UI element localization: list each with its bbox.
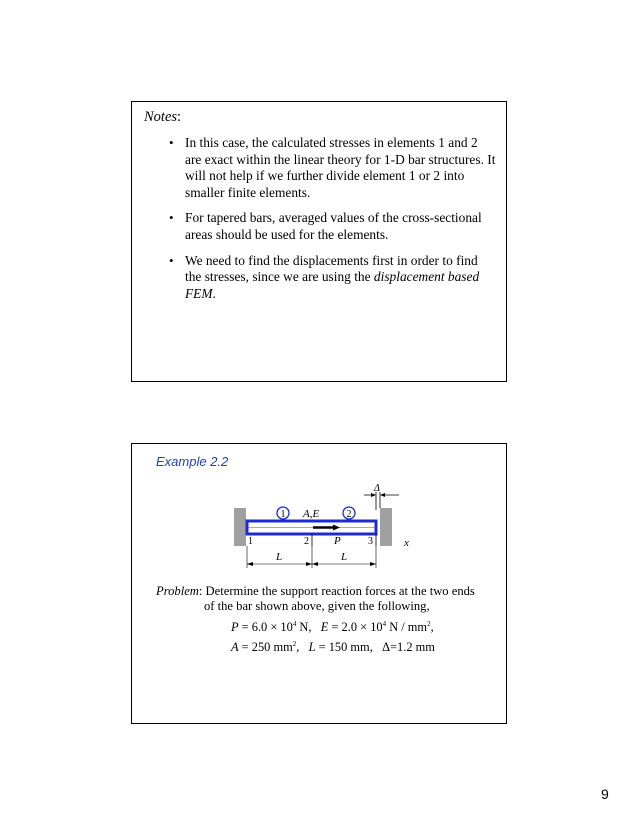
notes-slide (131, 101, 507, 382)
bullet-text: We need to find the displacements first in order to find the stresses, since we are using the (185, 252, 478, 285)
e-exponent: 4 (382, 620, 387, 628)
problem-label: Problem (156, 584, 199, 598)
a-symbol: A (231, 640, 239, 654)
a-end: , (296, 640, 300, 654)
problem-line2: of the bar shown above, given the following, (204, 598, 430, 613)
bullet-text: For tapered bars, averaged values of the cross-sectional areas should be used for the elements. (185, 210, 482, 242)
delta-value: Δ=1.2 mm (382, 640, 435, 654)
a-value: = 250 mm (238, 640, 293, 654)
a-exponent: 2 (292, 640, 297, 648)
gap-label: Δ (374, 483, 380, 494)
dim2-arrow-left (312, 562, 318, 566)
load-label: P (334, 535, 341, 547)
e-unit-exponent: 2 (427, 620, 431, 628)
notes-title-text: Notes (144, 109, 178, 125)
example-title: Example 2.2 (156, 454, 229, 469)
bullet-item (167, 135, 497, 201)
dim2-arrow-right (370, 562, 376, 566)
node2-label: 2 (304, 536, 309, 547)
bullet-dot-icon: • (169, 252, 174, 268)
e-symbol: E (320, 620, 329, 634)
notes-bullet-list (167, 135, 497, 311)
notes-title-colon: : (177, 109, 182, 125)
p-value: = 6.0 × 10 (238, 620, 293, 634)
e-unit: N / mm (386, 620, 428, 634)
element2-label: 2 (346, 509, 352, 520)
p-symbol: P (231, 620, 239, 634)
bullet-dot-icon: • (169, 135, 174, 150)
length2-label: L (341, 551, 348, 563)
bar-diagram (227, 482, 432, 577)
e-value: = 2.0 × 10 (328, 620, 383, 634)
dim1-arrow-left (247, 562, 253, 566)
load-arrowhead (333, 525, 340, 531)
bullet-dot-icon: • (169, 210, 174, 226)
example-slide (131, 443, 507, 724)
bullet-text-end: . (212, 285, 216, 301)
right-wall (380, 508, 392, 546)
node3-label: 3 (368, 536, 373, 547)
dim1-arrow-right (306, 562, 312, 566)
left-wall (234, 508, 246, 546)
x-axis-label: x (404, 537, 409, 549)
bullet-text: In this case, the calculated stresses in elements 1 and 2 are exact within the linear theory for 1-D bar structures. It will not help if we further divide element 1 or 2 into smaller finite elements. (185, 135, 496, 200)
given-values-line1 (231, 620, 434, 635)
e-end: , (430, 620, 434, 634)
problem-statement (156, 584, 501, 613)
property-label: A,E (303, 508, 320, 520)
node1-label: 1 (248, 536, 253, 547)
gap-arrowhead-right (380, 493, 385, 497)
p-exponent: 4 (292, 620, 297, 628)
given-values-line2 (231, 640, 435, 655)
length1-label: L (276, 551, 283, 563)
l-value: = 150 mm, (315, 640, 373, 654)
notes-title (144, 109, 181, 126)
problem-line1: : Determine the support reaction forces at the two ends (198, 584, 475, 598)
l-symbol: L (308, 640, 316, 654)
bullet-item (167, 253, 497, 303)
page-number: 9 (601, 786, 609, 802)
p-unit: N, (296, 620, 312, 634)
bullet-text-italic: displacement based FEM (185, 269, 480, 301)
bullet-item (167, 210, 497, 243)
element1-label: 1 (280, 509, 286, 520)
